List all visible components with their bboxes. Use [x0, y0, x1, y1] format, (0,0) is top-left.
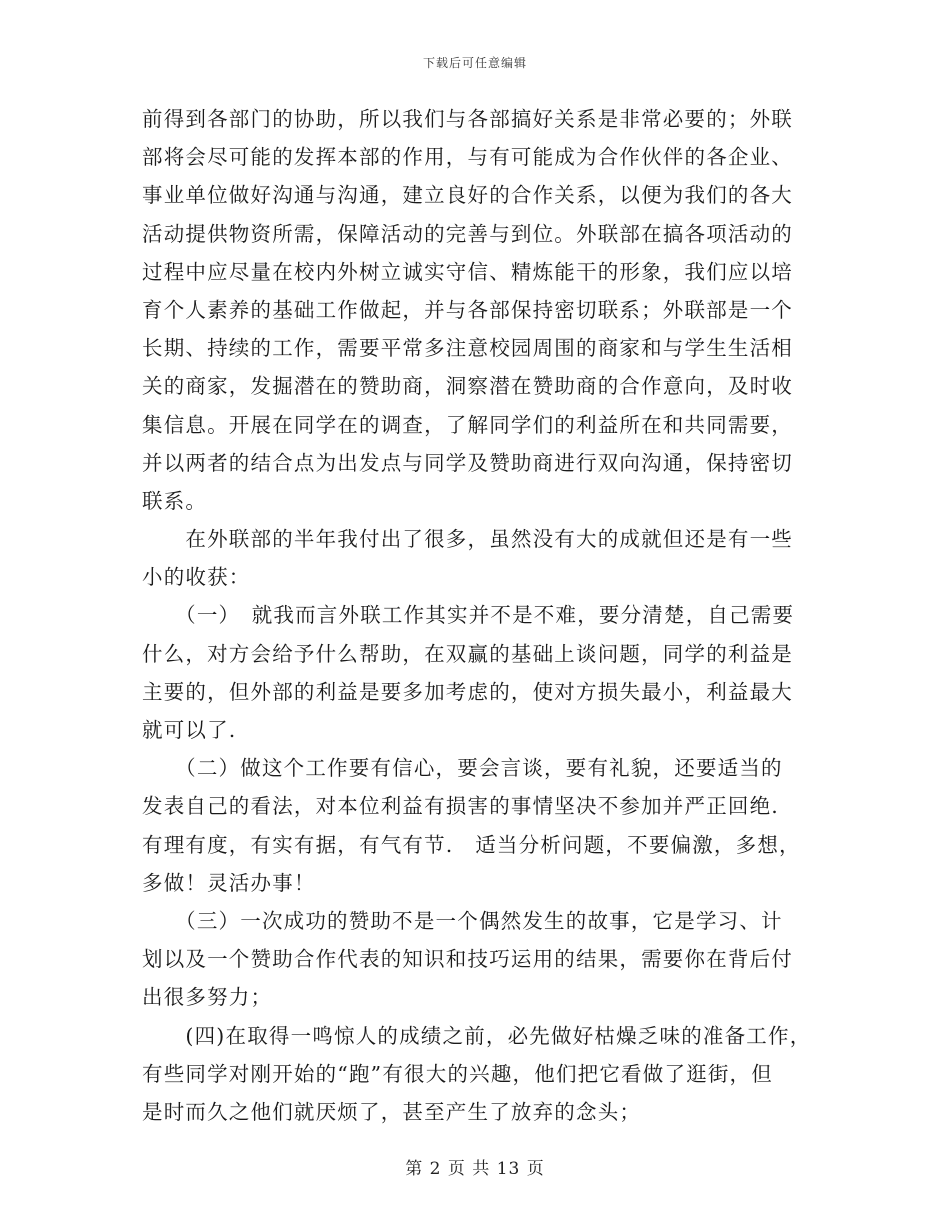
document-body — [142, 100, 832, 1131]
page-header-note: 下载后可任意编辑 — [422, 56, 527, 70]
body-line: 事业单位做好沟通与沟通，建立良好的合作关系，以便为我们的各大 — [142, 183, 793, 208]
body-line: 就可以了. — [142, 718, 237, 742]
body-line: 发表自己的看法，对本位利益有损害的事情坚决不参加并严正回绝. — [142, 794, 780, 819]
body-line: 出很多努力； — [142, 985, 273, 1010]
body-line: （二）做这个工作要有信心，要会言谈，要有礼貌，还要适当的 — [142, 756, 783, 781]
body-line: 前得到各部门的协助，所以我们与各部搞好关系是非常必要的；外联 — [142, 107, 793, 131]
body-line: 主要的，但外部的利益是要多加考虑的，使对方损失最小，利益最大 — [142, 679, 793, 704]
body-line: 育个人素养的基础工作做起，并与各部保持密切联系；外联部是一个 — [142, 297, 793, 322]
body-line: 活动提供物资所需，保障活动的完善与到位。外联部在搞各项活动的 — [142, 221, 793, 246]
body-line: （三）一次成功的赞助不是一个偶然发生的故事，它是学习、计 — [142, 908, 783, 933]
body-line: 什么，对方会给予什么帮助，在双赢的基础上谈问题，同学的利益是 — [142, 641, 793, 666]
body-line: 关的商家，发掘潜在的赞助商，洞察潜在赞助商的合作意向，及时收 — [142, 374, 793, 399]
body-line: 是时而久之他们就厌烦了，甚至产生了放弃的念头； — [142, 1099, 642, 1124]
body-line: 在外联部的半年我付出了很多，虽然没有大的成就但还是有一些 — [142, 527, 793, 552]
page-footer: 第 2 页 共 13 页 — [405, 1159, 545, 1179]
body-line: 并以两者的结合点为出发点与同学及赞助商进行双向沟通，保持密切 — [142, 450, 793, 475]
body-line: 小的收获： — [142, 565, 251, 590]
body-line: 部将会尽可能的发挥本部的作用，与有可能成为合作伙伴的各企业、 — [142, 145, 793, 170]
body-line: 集信息。开展在同学在的调查，了解同学们的利益所在和共同需要， — [142, 412, 793, 437]
body-line: 联系。 — [142, 488, 208, 513]
body-line: 长期、持续的工作，需要平常多注意校园周围的商家和与学生生活相 — [142, 336, 793, 361]
body-line: 划以及一个赞助合作代表的知识和技巧运用的结果，需要你在背后付 — [142, 947, 793, 972]
body-line: 多做！灵活办事！ — [142, 870, 316, 895]
body-line: 有些同学对刚开始的“跑”有很大的兴趣，他们把它看做了逛街，但 — [142, 1061, 773, 1086]
body-line: 过程中应尽量在校内外树立诚实守信、精炼能干的形象，我们应以培 — [142, 259, 793, 284]
body-line: (四)在取得一鸣惊人的成绩之前，必先做好枯燥乏味的准备工作， — [142, 1023, 812, 1048]
body-line: 有理有度，有实有据，有气有节. 适当分析问题，不要偏激，多想， — [142, 832, 801, 857]
body-line: （一） 就我而言外联工作其实并不是不难，要分清楚，自己需要 — [142, 603, 795, 628]
